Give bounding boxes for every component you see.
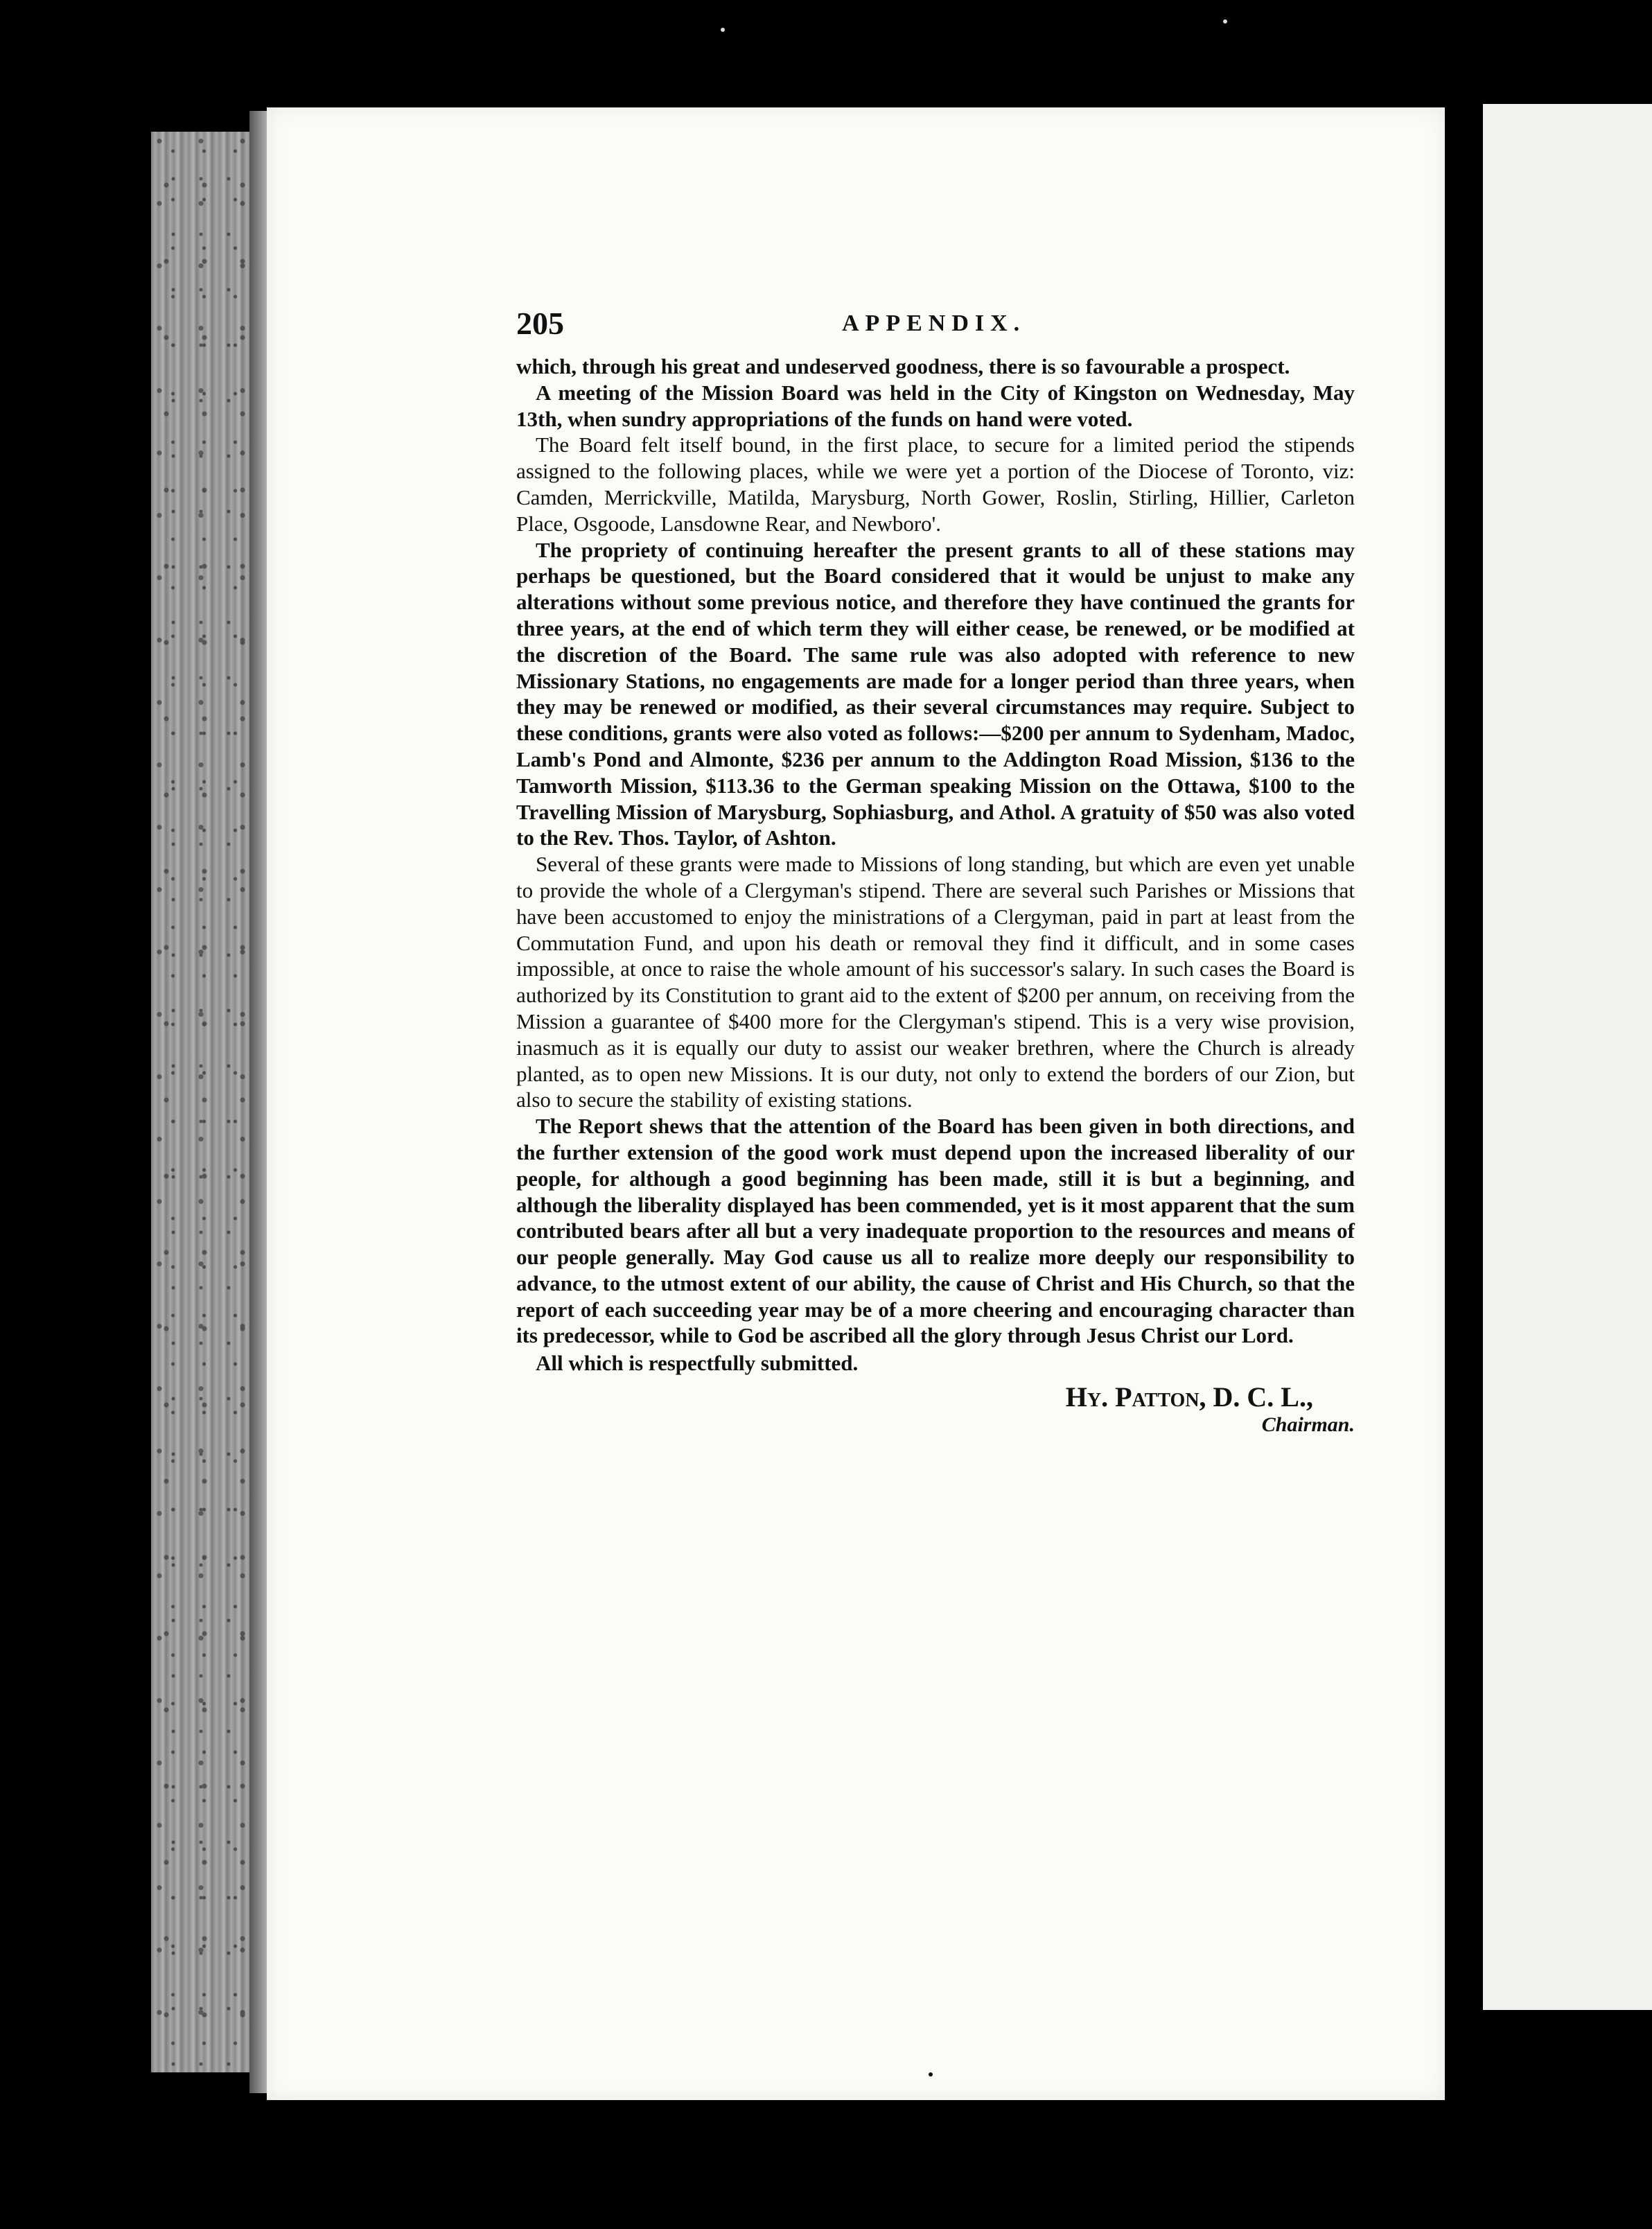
paragraph-2: A meeting of the Mission Board was held in the City of Kingston on Wednesday, May 13th, when sundry appropriations of the funds on hand were voted. xyxy=(516,380,1355,431)
paragraph-5: Several of these grants were made to Missions of long standing, but which are even yet unable to provide the whole of a Clergyman's stipend. There are several such Parishes or Missions that have been accustomed to enjoy the ministrations of a Clergyman, paid in part at least from the Commutation Fund, and upon his death or removal they find it difficult, and in some cases impossible, at once to raise the whole amount of his successor's salary. In such cases the Board is authorized by its Constitution to grant aid to the extent of $200 per annum, on receiving from the Mission a guarantee of $400 more for the Clergyman's stipend. This is a very wise provision, inasmuch as it is equally our duty to assist our weaker brethren, where the Church is already planted, as to open new Missions. It is our duty, not only to extend the borders of our Zion, but also to secure the stability of existing stations. xyxy=(516,852,1355,1112)
print-speck xyxy=(929,2072,933,2077)
closing-line: All which is respectfully submitted. xyxy=(536,1351,859,1376)
running-head: APPENDIX. xyxy=(842,311,1026,336)
signature-name: Hy. Patton, D. C. L., xyxy=(1065,1381,1313,1413)
signature-title: Chairman. xyxy=(1261,1413,1355,1437)
paragraph-1: which, through his great and undeserved goodness, there is so favourable a prospect. xyxy=(516,354,1290,378)
paragraph-6: The Report shews that the attention of the Board has been given in both directions, and the further extension of the good work must depend upon the increased liberality of our people, for although a good beginning has been made, still it is but a beginning, and although the liberality displayed has been commended, yet is it most apparent that the sum contributed bears after all but a very inadequate proportion to the resources and means of our people generally. May God cause us all to realize more deeply our responsibility to advance, to the utmost extent of our ability, the cause of Christ and His Church, so that the report of each succeeding year may be of a more cheering and encouraging character than its predecessor, while to God be ascribed all the glory through Jesus Christ our Lord. xyxy=(516,1114,1355,1348)
page-content xyxy=(516,305,1355,1437)
paragraph-3: The Board felt itself bound, in the first place, to secure for a limited period the stipends assigned to the following places, while we were yet a portion of the Diocese of Toronto, viz: Camden, Merrickville, Matilda, Marysburg, North Gower, Roslin, Stirling, Hillier, Carleton Place, Osgoode, Lansdowne Rear, and Newboro'. xyxy=(516,432,1355,536)
scan-speck xyxy=(1223,19,1227,24)
scan-speck xyxy=(721,28,725,32)
page-header xyxy=(516,305,1355,353)
facing-page-edge xyxy=(1483,104,1652,2010)
book-edge xyxy=(151,132,262,2072)
page-number: 205 xyxy=(516,306,564,341)
paragraph-4: The propriety of continuing hereafter the present grants to all of these stations may perhaps be questioned, but the Board considered that it would be unjust to make any alterations without some previous notice, and therefore they have continued the grants for three years, at the end of which term they will either cease, be renewed, or be modified at the discretion of the Board. The same rule was also adopted with reference to new Missionary Stations, no engagements are made for a longer period than three years, when they may be renewed or modified, as their several circumstances may require. Subject to these conditions, grants were also voted as follows:—$200 per annum to Sydenham, Madoc, Lamb's Pond and Almonte, $236 per annum to the Addington Road Mission, $136 to the Tamworth Mission, $113.36 to the German speaking Mission on the Ottawa, $100 to the Travelling Mission of Marysburg, Sophiasburg, and Athol. A gratuity of $50 was also voted to the Rev. Thos. Taylor, of Ashton. xyxy=(516,537,1355,850)
